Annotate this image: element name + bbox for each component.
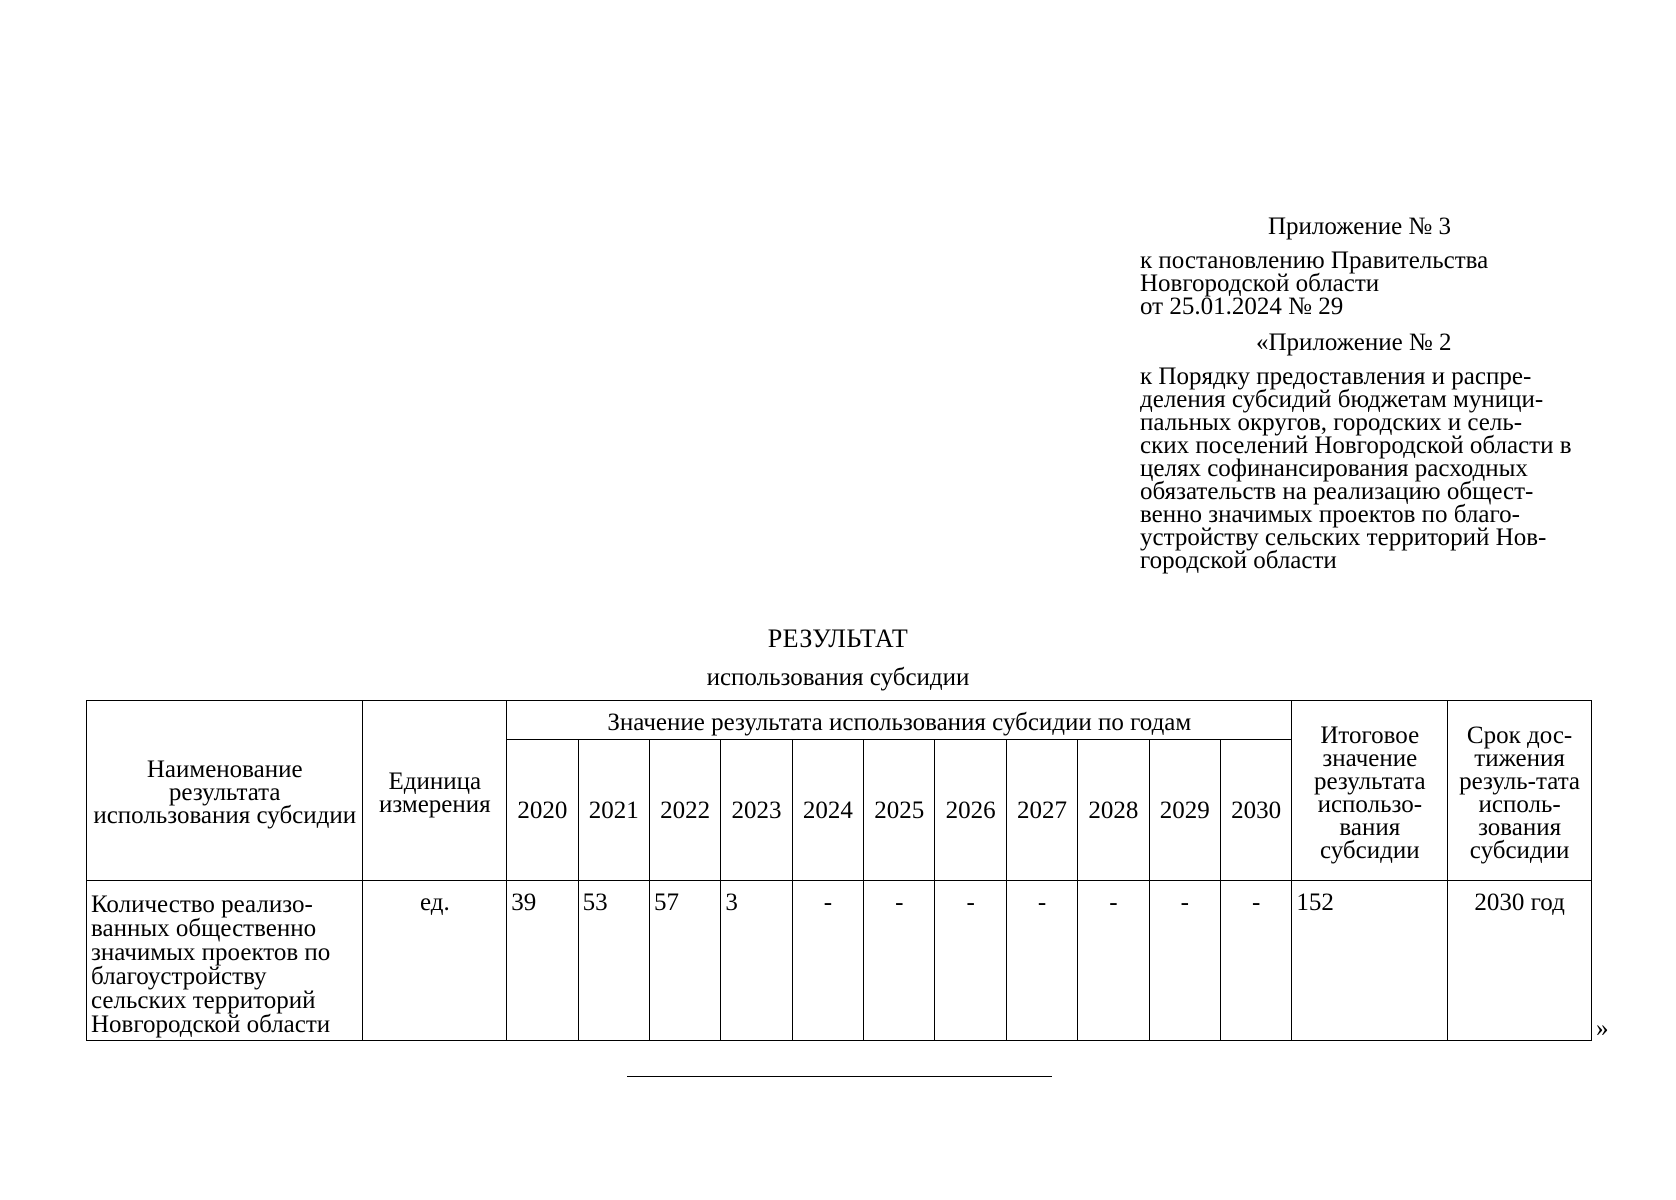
column-header-year: 2025 xyxy=(864,740,935,881)
column-header-year: 2023 xyxy=(721,740,792,881)
year-value-cell: - xyxy=(1078,881,1149,1041)
table-header-row xyxy=(87,701,1592,740)
column-header-year: 2029 xyxy=(1149,740,1220,881)
year-value-cell: - xyxy=(1149,881,1220,1041)
year-value-cell: 53 xyxy=(578,881,649,1041)
deadline-cell: 2030 год xyxy=(1448,881,1592,1041)
appendix-line: деления субсидий бюджетам муници- xyxy=(1140,386,1544,413)
year-value-cell: - xyxy=(864,881,935,1041)
appendix-line: городской области xyxy=(1140,547,1337,574)
appendix-line: обязательств на реализацию общест- xyxy=(1140,478,1534,505)
column-header-year: 2020 xyxy=(507,740,578,881)
year-value-cell: - xyxy=(935,881,1006,1041)
year-value-cell: 57 xyxy=(649,881,720,1041)
total-value-cell: 152 xyxy=(1292,881,1448,1041)
year-value-cell: - xyxy=(792,881,863,1041)
column-header-name: Наименование результата использования субсидии xyxy=(87,701,363,881)
column-header-deadline: Срок дос-тижения резуль-тата исполь-зования субсидии xyxy=(1448,701,1592,881)
result-name-cell: Количество реализо-ванных общественно значимых проектов по благоустройству сельских территорий Новгородской области xyxy=(87,881,363,1041)
column-header-year: 2028 xyxy=(1078,740,1149,881)
column-header-year: 2024 xyxy=(792,740,863,881)
column-header-year: 2026 xyxy=(935,740,1006,881)
appendix-line: венно значимых проектов по благо- xyxy=(1140,501,1520,528)
unit-cell: ед. xyxy=(363,881,507,1041)
year-value-cell: 39 xyxy=(507,881,578,1041)
appendix-line: от 25.01.2024 № 29 xyxy=(1140,293,1344,320)
year-value-cell: 3 xyxy=(721,881,792,1041)
appendix-line: целях софинансирования расходных xyxy=(1140,455,1528,482)
column-header-year: 2027 xyxy=(1006,740,1077,881)
results-table xyxy=(86,700,1592,1041)
appendix-line: пальных округов, городских и сель- xyxy=(1140,409,1523,436)
closing-quote: » xyxy=(1596,1015,1609,1042)
document-title: РЕЗУЛЬТАТ xyxy=(767,624,909,653)
column-header-year: 2021 xyxy=(578,740,649,881)
table-row xyxy=(87,881,1592,1041)
appendix-line: устройству сельских территорий Нов- xyxy=(1140,524,1547,551)
appendix-line: Новгородской области xyxy=(1140,270,1380,297)
bottom-divider xyxy=(627,1076,1052,1077)
appendix-line: к Порядку предоставления и распре- xyxy=(1140,363,1532,390)
column-header-year: 2022 xyxy=(649,740,720,881)
appendix-title: Приложение № 3 xyxy=(1268,213,1452,240)
appendix-line: к постановлению Правительства xyxy=(1140,247,1489,274)
appendix-block xyxy=(1140,215,1610,572)
year-value-cell: - xyxy=(1220,881,1291,1041)
appendix-line: ских поселений Новгородской области в xyxy=(1140,432,1572,459)
column-header-total: Итоговое значение результата использо-вания субсидии xyxy=(1292,701,1448,881)
year-value-cell: - xyxy=(1006,881,1077,1041)
column-header-year: 2030 xyxy=(1220,740,1291,881)
column-header-values-group: Значение результата использования субсидии по годам xyxy=(507,701,1292,740)
appendix-title-2: «Приложение № 2 xyxy=(1256,329,1452,356)
column-header-unit: Единица измерения xyxy=(363,701,507,881)
document-subtitle: использования субсидии xyxy=(706,664,970,691)
